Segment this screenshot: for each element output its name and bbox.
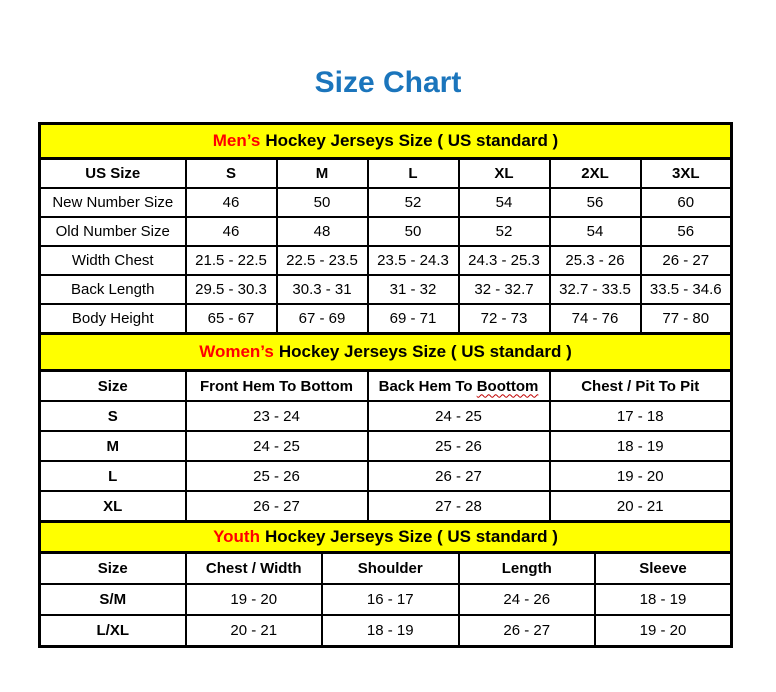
misspelled-word-spellcheck: Boottom <box>476 377 539 395</box>
table-cell: 26 - 27 <box>368 461 550 491</box>
table-cell: 20 - 21 <box>550 491 732 522</box>
table-cell: 19 - 20 <box>550 461 732 491</box>
table-row <box>40 431 732 461</box>
mens-size-table <box>38 157 733 335</box>
table-row <box>40 246 732 275</box>
youth-size-section <box>38 520 733 648</box>
table-row <box>40 491 732 522</box>
table-cell: 17 - 18 <box>550 401 732 431</box>
table-cell: 56 <box>641 217 732 246</box>
row-label: Width Chest <box>40 246 186 275</box>
table-cell: 54 <box>459 188 550 217</box>
table-cell: 60 <box>641 188 732 217</box>
size-chart <box>38 122 733 648</box>
table-cell: 65 - 67 <box>186 304 277 334</box>
table-row <box>40 188 732 217</box>
column-header: M <box>277 159 368 189</box>
table-cell: 32 - 32.7 <box>459 275 550 304</box>
table-cell: 23.5 - 24.3 <box>368 246 459 275</box>
table-cell: 29.5 - 30.3 <box>186 275 277 304</box>
womens-banner-text: Hockey Jerseys Size ( US standard ) <box>278 342 572 361</box>
table-cell: 30.3 - 31 <box>277 275 368 304</box>
table-cell: 26 - 27 <box>186 491 368 522</box>
row-label: M <box>40 431 186 461</box>
table-cell: 50 <box>368 217 459 246</box>
table-row <box>40 401 732 431</box>
page-title: Size Chart <box>314 66 462 99</box>
table-cell: 46 <box>186 217 277 246</box>
table-cell: 22.5 - 23.5 <box>277 246 368 275</box>
table-row <box>40 615 732 647</box>
table-cell: 77 - 80 <box>641 304 732 334</box>
table-row <box>40 275 732 304</box>
column-header: Length <box>459 553 596 585</box>
table-cell: 50 <box>277 188 368 217</box>
table-cell: 26 - 27 <box>459 615 596 647</box>
table-cell: 54 <box>550 217 641 246</box>
youth-table-banner <box>38 520 733 554</box>
table-row <box>40 584 732 615</box>
table-cell: 24.3 - 25.3 <box>459 246 550 275</box>
mens-table-banner <box>38 122 733 160</box>
mens-banner-text: Hockey Jerseys Size ( US standard ) <box>265 131 559 150</box>
column-header: L <box>368 159 459 189</box>
table-header-row <box>40 371 732 402</box>
row-label: S/M <box>40 584 186 615</box>
table-cell: 32.7 - 33.5 <box>550 275 641 304</box>
column-header <box>368 371 550 402</box>
youth-banner-highlight: Youth <box>213 527 260 546</box>
table-row <box>40 304 732 334</box>
row-label: S <box>40 401 186 431</box>
table-cell: 25 - 26 <box>186 461 368 491</box>
table-cell: 33.5 - 34.6 <box>641 275 732 304</box>
column-header: S <box>186 159 277 189</box>
table-cell: 16 - 17 <box>322 584 459 615</box>
table-cell: 52 <box>459 217 550 246</box>
table-cell: 21.5 - 22.5 <box>186 246 277 275</box>
column-header: Sleeve <box>595 553 732 585</box>
table-cell: 72 - 73 <box>459 304 550 334</box>
table-cell: 67 - 69 <box>277 304 368 334</box>
row-label: Back Length <box>40 275 186 304</box>
table-cell: 24 - 26 <box>459 584 596 615</box>
column-header: Front Hem To Bottom <box>186 371 368 402</box>
column-header: Chest / Width <box>186 553 323 585</box>
table-row <box>40 461 732 491</box>
column-header: 3XL <box>641 159 732 189</box>
row-label: New Number Size <box>40 188 186 217</box>
column-header: Chest / Pit To Pit <box>550 371 732 402</box>
table-cell: 19 - 20 <box>186 584 323 615</box>
column-header: Size <box>40 371 186 402</box>
column-header: US Size <box>40 159 186 189</box>
column-header: Size <box>40 553 186 585</box>
table-cell: 18 - 19 <box>595 584 732 615</box>
table-cell: 24 - 25 <box>368 401 550 431</box>
table-cell: 25.3 - 26 <box>550 246 641 275</box>
table-row <box>40 217 732 246</box>
table-header-row <box>40 159 732 189</box>
table-cell: 26 - 27 <box>641 246 732 275</box>
table-cell: 18 - 19 <box>550 431 732 461</box>
table-cell: 20 - 21 <box>186 615 323 647</box>
womens-size-section <box>38 332 733 523</box>
table-header-row <box>40 553 732 585</box>
column-header: Shoulder <box>322 553 459 585</box>
mens-banner-highlight: Men’s <box>212 131 261 150</box>
youth-size-table <box>38 551 733 648</box>
row-label: Old Number Size <box>40 217 186 246</box>
table-cell: 31 - 32 <box>368 275 459 304</box>
row-label: XL <box>40 491 186 522</box>
table-cell: 52 <box>368 188 459 217</box>
table-cell: 56 <box>550 188 641 217</box>
mens-size-section <box>38 122 733 335</box>
table-cell: 27 - 28 <box>368 491 550 522</box>
table-cell: 18 - 19 <box>322 615 459 647</box>
column-header: XL <box>459 159 550 189</box>
youth-banner-text: Hockey Jerseys Size ( US standard ) <box>264 527 558 546</box>
womens-size-table <box>38 369 733 523</box>
row-label: L/XL <box>40 615 186 647</box>
table-cell: 19 - 20 <box>595 615 732 647</box>
row-label: Body Height <box>40 304 186 334</box>
table-cell: 24 - 25 <box>186 431 368 461</box>
table-cell: 25 - 26 <box>368 431 550 461</box>
column-header: 2XL <box>550 159 641 189</box>
table-cell: 48 <box>277 217 368 246</box>
table-cell: 69 - 71 <box>368 304 459 334</box>
table-cell: 74 - 76 <box>550 304 641 334</box>
table-cell: 46 <box>186 188 277 217</box>
column-header-text: Back Hem To <box>378 377 473 395</box>
row-label: L <box>40 461 186 491</box>
womens-table-banner <box>38 332 733 372</box>
womens-banner-highlight: Women’s <box>199 342 274 361</box>
table-cell: 23 - 24 <box>186 401 368 431</box>
